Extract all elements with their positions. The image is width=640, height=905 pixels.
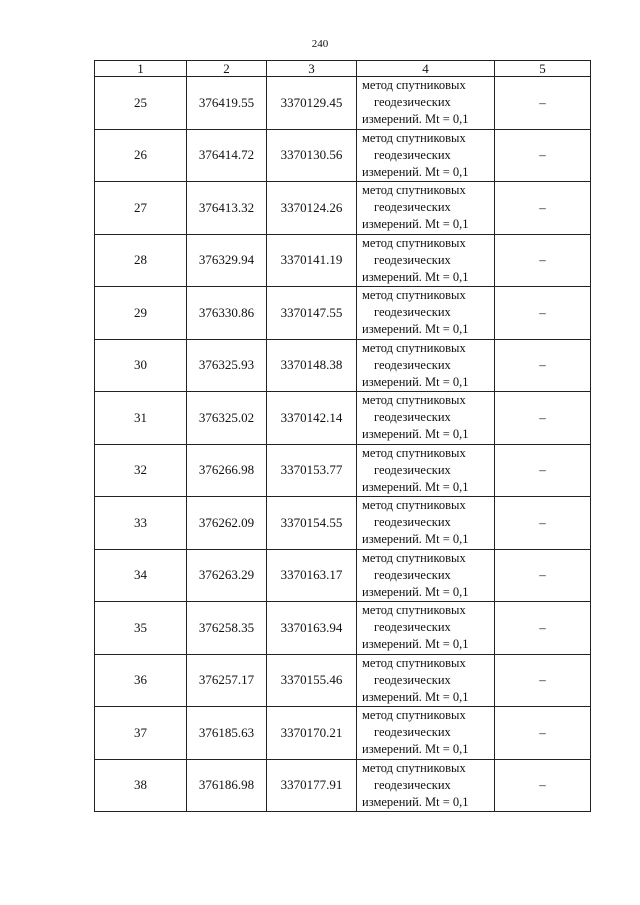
y-coordinate-cell: 3370177.91	[267, 759, 357, 812]
method-text-line: метод спутниковых	[362, 78, 466, 93]
y-coordinate-cell: 3370141.19	[267, 234, 357, 287]
table-row	[95, 497, 591, 550]
column5-cell: –	[495, 287, 591, 340]
method-text-line: геодезических	[374, 462, 451, 477]
column5-cell: –	[495, 339, 591, 392]
x-coordinate-cell: 376413.32	[187, 182, 267, 235]
method-text-line: геодезических	[374, 147, 451, 162]
point-number-cell: 26	[95, 129, 187, 182]
coordinates-table	[94, 60, 591, 812]
method-text-line: метод спутниковых	[362, 708, 466, 723]
method-text-line: метод спутниковых	[362, 288, 466, 303]
method-text-line: метод спутниковых	[362, 183, 466, 198]
table-row	[95, 129, 591, 182]
method-text-line: метод спутниковых	[362, 550, 466, 565]
method-cell	[357, 549, 495, 602]
method-text-line: измерений. Mt = 0,1	[362, 479, 469, 494]
table-row	[95, 77, 591, 130]
point-number-cell: 30	[95, 339, 187, 392]
x-coordinate-cell: 376263.29	[187, 549, 267, 602]
point-number-cell: 29	[95, 287, 187, 340]
method-text-line: измерений. Mt = 0,1	[362, 269, 469, 284]
column5-cell: –	[495, 707, 591, 760]
point-number-cell: 34	[95, 549, 187, 602]
table-row	[95, 602, 591, 655]
point-number-cell: 28	[95, 234, 187, 287]
method-text-line: измерений. Mt = 0,1	[362, 374, 469, 389]
table-row	[95, 759, 591, 812]
method-text-line: измерений. Mt = 0,1	[362, 532, 469, 547]
y-coordinate-cell: 3370142.14	[267, 392, 357, 445]
method-text-line: геодезических	[374, 620, 451, 635]
method-cell	[357, 392, 495, 445]
method-text-line: измерений. Mt = 0,1	[362, 112, 469, 127]
method-text-line: метод спутниковых	[362, 655, 466, 670]
method-text-line: метод спутниковых	[362, 340, 466, 355]
method-text-line: геодезических	[374, 515, 451, 530]
column5-cell: –	[495, 654, 591, 707]
point-number-cell: 35	[95, 602, 187, 655]
table-row	[95, 707, 591, 760]
method-cell	[357, 287, 495, 340]
x-coordinate-cell: 376186.98	[187, 759, 267, 812]
y-coordinate-cell: 3370155.46	[267, 654, 357, 707]
method-cell	[357, 77, 495, 130]
y-coordinate-cell: 3370154.55	[267, 497, 357, 550]
column-header: 3	[267, 61, 357, 77]
table-row	[95, 234, 591, 287]
y-coordinate-cell: 3370147.55	[267, 287, 357, 340]
column5-cell: –	[495, 182, 591, 235]
method-text-line: измерений. Mt = 0,1	[362, 637, 469, 652]
y-coordinate-cell: 3370148.38	[267, 339, 357, 392]
x-coordinate-cell: 376325.02	[187, 392, 267, 445]
x-coordinate-cell: 376257.17	[187, 654, 267, 707]
page-number: 240	[311, 38, 329, 50]
table-row	[95, 182, 591, 235]
method-text-line: измерений. Mt = 0,1	[362, 689, 469, 704]
y-coordinate-cell: 3370163.17	[267, 549, 357, 602]
method-cell	[357, 654, 495, 707]
x-coordinate-cell: 376325.93	[187, 339, 267, 392]
method-cell	[357, 339, 495, 392]
method-text-line: метод спутниковых	[362, 603, 466, 618]
method-text-line: метод спутниковых	[362, 393, 466, 408]
x-coordinate-cell: 376414.72	[187, 129, 267, 182]
point-number-cell: 27	[95, 182, 187, 235]
method-text-line: геодезических	[374, 252, 451, 267]
method-text-line: геодезических	[374, 95, 451, 110]
x-coordinate-cell: 376419.55	[187, 77, 267, 130]
column-header: 4	[357, 61, 495, 77]
method-text-line: метод спутниковых	[362, 130, 466, 145]
column5-cell: –	[495, 549, 591, 602]
y-coordinate-cell: 3370170.21	[267, 707, 357, 760]
x-coordinate-cell: 376185.63	[187, 707, 267, 760]
table-row	[95, 444, 591, 497]
method-text-line: метод спутниковых	[362, 445, 466, 460]
column5-cell: –	[495, 759, 591, 812]
table-row	[95, 654, 591, 707]
point-number-cell: 25	[95, 77, 187, 130]
method-text-line: геодезических	[374, 357, 451, 372]
method-cell	[357, 759, 495, 812]
y-coordinate-cell: 3370129.45	[267, 77, 357, 130]
method-text-line: геодезических	[374, 410, 451, 425]
x-coordinate-cell: 376329.94	[187, 234, 267, 287]
x-coordinate-cell: 376258.35	[187, 602, 267, 655]
method-cell	[357, 444, 495, 497]
method-text-line: метод спутниковых	[362, 760, 466, 775]
method-cell	[357, 182, 495, 235]
point-number-cell: 32	[95, 444, 187, 497]
column-header: 2	[187, 61, 267, 77]
point-number-cell: 37	[95, 707, 187, 760]
y-coordinate-cell: 3370130.56	[267, 129, 357, 182]
y-coordinate-cell: 3370124.26	[267, 182, 357, 235]
method-text-line: измерений. Mt = 0,1	[362, 322, 469, 337]
column5-cell: –	[495, 497, 591, 550]
method-cell	[357, 602, 495, 655]
method-text-line: геодезических	[374, 567, 451, 582]
y-coordinate-cell: 3370153.77	[267, 444, 357, 497]
table-row	[95, 549, 591, 602]
column5-cell: –	[495, 602, 591, 655]
method-text-line: геодезических	[374, 777, 451, 792]
table-row	[95, 392, 591, 445]
method-text-line: метод спутниковых	[362, 235, 466, 250]
column5-cell: –	[495, 77, 591, 130]
y-coordinate-cell: 3370163.94	[267, 602, 357, 655]
method-cell	[357, 234, 495, 287]
method-text-line: метод спутниковых	[362, 498, 466, 513]
table-header-row	[95, 61, 591, 77]
method-cell	[357, 707, 495, 760]
column5-cell: –	[495, 392, 591, 445]
x-coordinate-cell: 376330.86	[187, 287, 267, 340]
point-number-cell: 33	[95, 497, 187, 550]
method-text-line: измерений. Mt = 0,1	[362, 217, 469, 232]
column5-cell: –	[495, 444, 591, 497]
method-text-line: измерений. Mt = 0,1	[362, 427, 469, 442]
method-cell	[357, 129, 495, 182]
method-text-line: измерений. Mt = 0,1	[362, 794, 469, 809]
column5-cell: –	[495, 234, 591, 287]
method-text-line: измерений. Mt = 0,1	[362, 742, 469, 757]
method-text-line: геодезических	[374, 305, 451, 320]
column5-cell: –	[495, 129, 591, 182]
point-number-cell: 38	[95, 759, 187, 812]
x-coordinate-cell: 376266.98	[187, 444, 267, 497]
method-text-line: геодезических	[374, 200, 451, 215]
point-number-cell: 31	[95, 392, 187, 445]
table-row	[95, 339, 591, 392]
method-text-line: геодезических	[374, 725, 451, 740]
table-row	[95, 287, 591, 340]
method-cell	[357, 497, 495, 550]
x-coordinate-cell: 376262.09	[187, 497, 267, 550]
method-text-line: геодезических	[374, 672, 451, 687]
column-header: 1	[95, 61, 187, 77]
method-text-line: измерений. Mt = 0,1	[362, 584, 469, 599]
column-header: 5	[495, 61, 591, 77]
method-text-line: измерений. Mt = 0,1	[362, 164, 469, 179]
point-number-cell: 36	[95, 654, 187, 707]
